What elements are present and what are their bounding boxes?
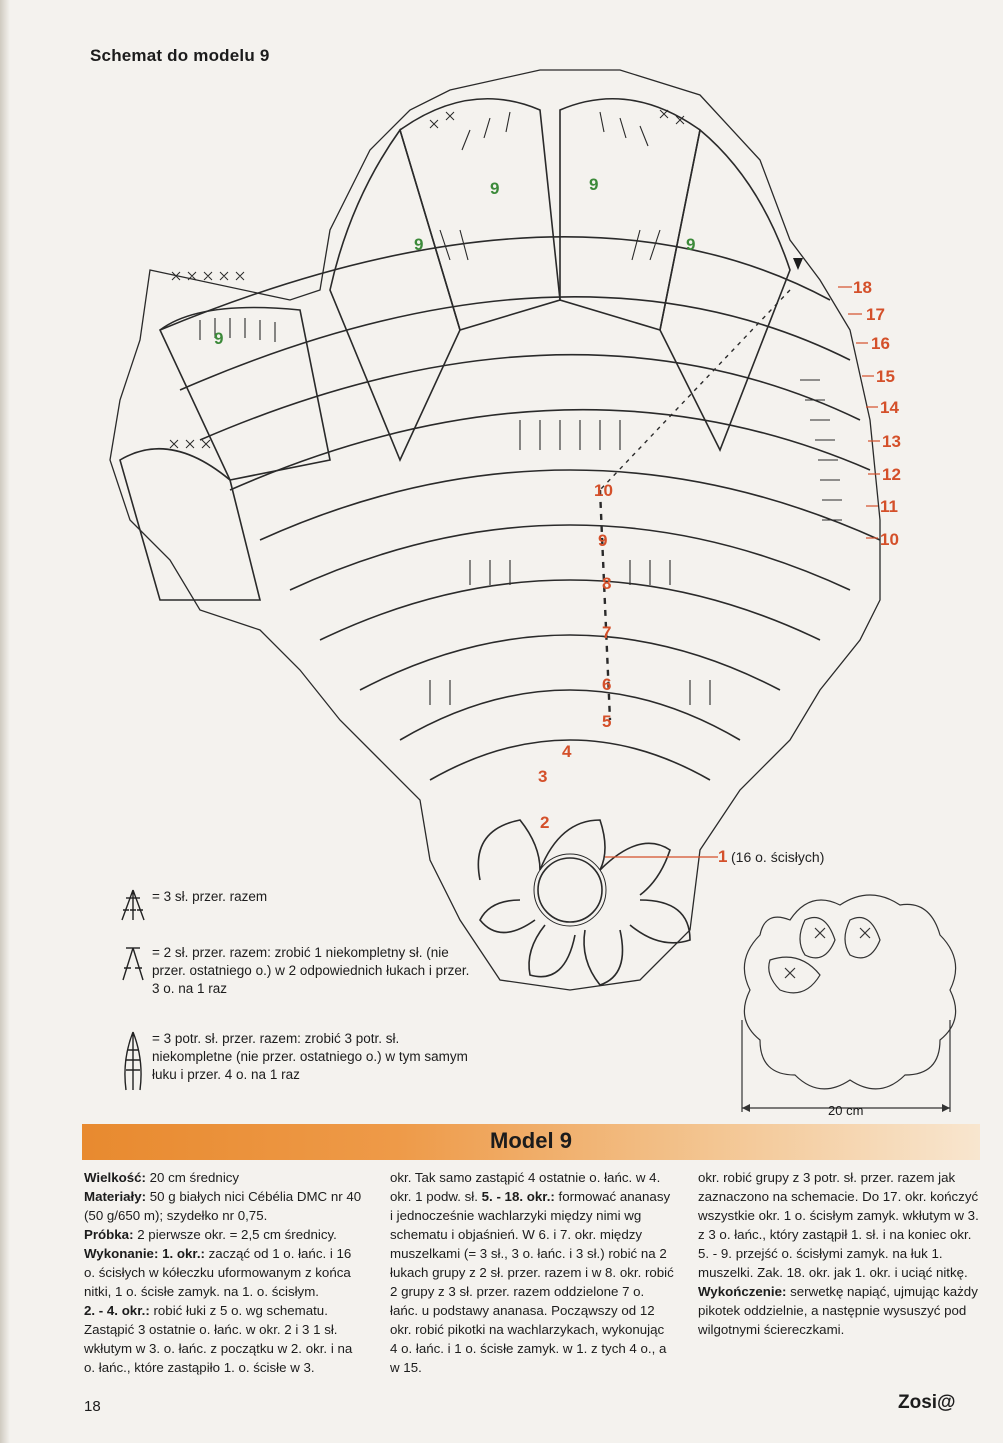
- green-mark-9: 9: [490, 179, 500, 198]
- three-dc-together-icon: [118, 888, 148, 922]
- body-text: okr. Tak samo zastąpić 4 ostatnie o. łańc. w 4. okr. 1 podw. sł. 5. - 18. okr.: formować ananasy i jednocześnie wachlarzyki między nimi wg schematu i objaśnień. W 6. i 7. okr. między muszelkami (= 3 sł., 3 o. łańc. i 3 sł.) robić na 2 łukach grupy z 2 sł. przer. razem i w 8. okr. robić 2 grupy z 3 sł. przer. razem oddzielone 7 o. łańc. u podstawy ananasa. Począwszy od 12 okr. robić pikotki na wachlarzykach, wykonując 4 o. łańc. i 1 o. ścisłe zamyk. w 1. z tych 4 o., a w 15.: [390, 1170, 674, 1375]
- info-line: Materiały: 50 g białych nici Cébélia DMC nr 40 (50 g/650 m); szydełko nr 0,75.: [84, 1189, 362, 1223]
- row-label-right-16: 16: [871, 334, 890, 353]
- size-label: 20 cm: [828, 1103, 864, 1118]
- row-label-center-5: 5: [602, 712, 612, 731]
- row-label-center-10: 10: [594, 481, 613, 500]
- text-column-1: [84, 1168, 366, 1377]
- stitch-marks: [200, 112, 842, 705]
- body-text: okr. robić grupy z 3 potr. sł. przer. razem jak zaznaczono na schemacie. Do 17. okr. kończyć wszystkie okr. 1 o. ścisłym zamyk. wkłutym w 3. z 3 o. łańc., który zastąpił 1. sł. i na koniec okr. 5. - 9. przejść o. ścisłymi zamyk. na łuk 1. muszelki. Zak. 18. okr. jak 1. okr. i uciąć nitkę.: [698, 1170, 979, 1280]
- row-label-right-13: 13: [882, 432, 901, 451]
- row-label-right-15: 15: [876, 367, 895, 386]
- info-line: Wielkość: 20 cm średnicy: [84, 1170, 240, 1185]
- row-label-right-18: 18: [853, 278, 872, 297]
- two-dc-together-icon: [118, 944, 148, 982]
- row-label-center-3: 3: [538, 767, 548, 786]
- page-title: Schemat do modelu 9: [90, 46, 270, 65]
- info-line: Próbka: 2 pierwsze okr. = 2,5 cm średnicy.: [84, 1227, 337, 1242]
- doily-outline-sketch: [730, 880, 970, 1115]
- green-mark-9: 9: [589, 175, 599, 194]
- legend-text: = 3 potr. sł. przer. razem: zrobić 3 potr. sł. niekompletne (nie przer. ostatniego o.) w tym samym łuku i przer. 4 o. na 1 raz: [152, 1031, 468, 1082]
- inner-petals: [478, 820, 690, 985]
- row-label-right-12: 12: [882, 465, 901, 484]
- title-banner: [82, 1124, 980, 1160]
- start-arrow: [793, 258, 803, 270]
- three-tr-cluster-icon: [118, 1030, 148, 1092]
- row-label-right-14: 14: [880, 398, 899, 417]
- pineapples: [120, 99, 790, 600]
- row-1-note: (16 o. ścisłych): [731, 849, 825, 865]
- row-label-center-8: 8: [602, 574, 612, 593]
- row-label-right-11: 11: [880, 497, 898, 516]
- green-mark-9: 9: [686, 235, 696, 254]
- center-ring: [538, 858, 602, 922]
- signature: Zosi@: [898, 1392, 956, 1413]
- row-label-center-2: 2: [540, 813, 550, 832]
- info-line: 2. - 4. okr.: robić łuki z 5 o. wg schematu. Zastąpić 3 ostatnie o. łańc. w okr. 2 i 3 1 sł. wkłutym w 3. o. łańc. z początku w 2. okr. i na o. łańc., które zastąpiło 1. o. ścisłe w 3.: [84, 1303, 353, 1375]
- page-number: 18: [84, 1398, 101, 1415]
- legend-text: = 3 sł. przer. razem: [152, 889, 268, 904]
- row-label-center-9: 9: [598, 531, 608, 550]
- text-column-2: [390, 1168, 674, 1377]
- row-label-center-4: 4: [562, 742, 572, 761]
- single-crochet-marks: [170, 110, 684, 448]
- row-label-right-17: 17: [866, 305, 885, 324]
- green-mark-9: 9: [414, 235, 424, 254]
- model-title: Model 9: [490, 1128, 572, 1153]
- legend-text: = 2 sł. przer. razem: zrobić 1 niekompletny sł. (nie przer. ostatniego o.) w 2 odpowiednich łukach i przer. 3 o. na 1 raz: [152, 945, 470, 996]
- row-label-center-7: 7: [602, 623, 612, 642]
- row-label-center-6: 6: [602, 675, 612, 694]
- info-line: Wykonanie: 1. okr.: zacząć od 1 o. łańc. i 16 o. ścisłych w kółeczku uformowanym z końca nitki, 1 o. ścisłe zamyk. na 1. o. ścisłym.: [84, 1246, 352, 1299]
- text-column-3: [698, 1168, 980, 1339]
- row-label-right-10: 10: [880, 530, 899, 549]
- green-mark-9: 9: [214, 329, 224, 348]
- row-label-1: 1: [718, 847, 728, 866]
- info-line: Wykończenie: serwetkę napiąć, ujmując każdy pikotek oddzielnie, a następnie wysuszyć pod wilgotnymi ściereczkami.: [698, 1284, 978, 1337]
